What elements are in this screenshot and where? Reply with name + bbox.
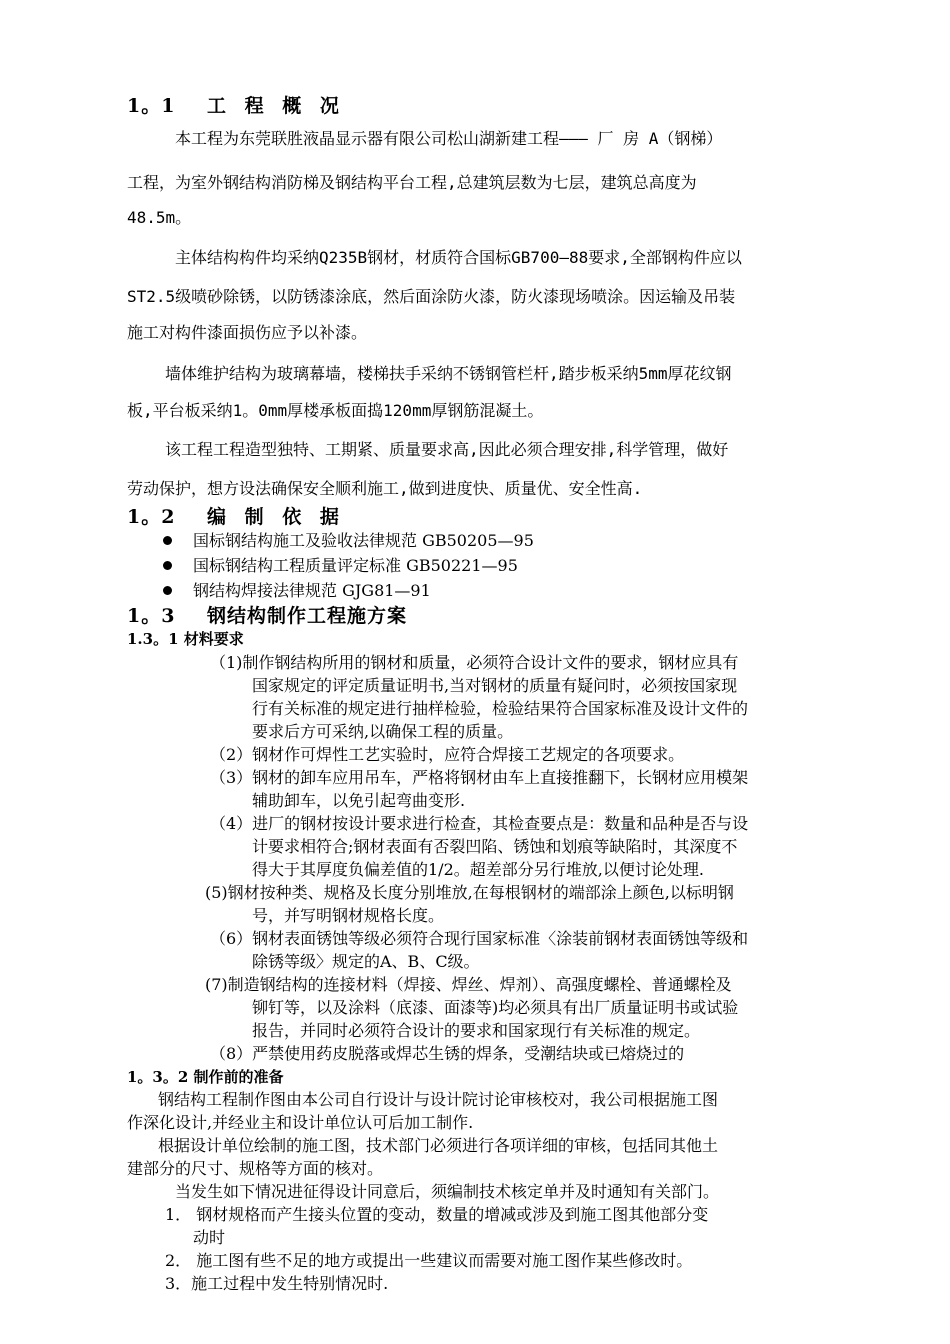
standard-list-item: 钢结构焊接法律规范 GJG81—91 [193, 581, 431, 600]
review-paragraph-line: 建部分的尺寸、规格等方面的核对。 [127, 1159, 384, 1178]
section-1-2-heading [127, 506, 345, 528]
overview-paragraph-line: 本工程为东莞联胜液晶显示器有限公司松山湖新建工程——— 厂 房 A（钢梯） [175, 129, 723, 148]
bullet-icon [163, 586, 172, 595]
material-item-5-line: 号，并写明钢材规格长度。 [252, 906, 445, 925]
preparation-paragraph-line: 作深化设计,并经业主和设计单位认可后加工制作. [127, 1113, 474, 1132]
condition-list-item-1: 动时 [193, 1228, 226, 1247]
material-item-4-line: 计要求相符合;钢材表面有否裂凹陷、锈蚀和划痕等缺陷时，其深度不 [252, 837, 738, 856]
wall-paragraph-line: 板,平台板采纳1。0mm厚楼承板面捣120mm厚钢筋混凝土。 [127, 401, 544, 420]
material-item-7-line: 铆钉等，以及涂料（底漆、面漆等)均必须具有出厂质量证明书或试验 [252, 998, 739, 1017]
section-1-1-heading [127, 95, 345, 117]
material-item-8-line: （8）严禁使用药皮脱落或焊芯生锈的焊条，受潮结块或已熔烧过的 [210, 1044, 685, 1063]
material-item-2-line: （2）钢材作可焊性工艺实验时，应符合焊接工艺规定的各项要求。 [210, 745, 685, 764]
section-title: 工 程 概 况 [207, 95, 345, 117]
section-number: 1。1 [127, 95, 176, 117]
material-item-6-line: （6）钢材表面锈蚀等级必须符合现行国家标准〈涂装前钢材表面锈蚀等级和 [210, 929, 749, 948]
condition-list-item-3: 3．施工过程中发生特别情况时. [165, 1274, 389, 1293]
preparation-paragraph-line: 钢结构工程制作图由本公司自行设计与设计院讨论审核校对，我公司根据施工图 [158, 1090, 719, 1109]
material-item-1-line: （1)制作钢结构所用的钢材和质量，必须符合设计文件的要求，钢材应具有 [210, 653, 739, 672]
standard-list-item: 国标钢结构工程质量评定标准 GB50221—95 [193, 556, 518, 575]
material-item-1-line: 国家规定的评定质量证明书,当对钢材的质量有疑问时，必须按国家现 [252, 676, 738, 695]
material-item-1-line: 要求后方可采纳,以确保工程的质量。 [252, 722, 514, 741]
material-item-4-line: （4）进厂的钢材按设计要求进行检查，其检查要点是：数量和品种是否与设 [210, 814, 749, 833]
bullet-icon [163, 536, 172, 545]
material-item-5-line: (5)钢材按种类、规格及长度分别堆放,在每根钢材的端部涂上颜色,以标明钢 [205, 883, 734, 902]
material-item-3-line: 辅助卸车，以免引起弯曲变形. [252, 791, 466, 810]
condition-list-item-2: 2． 施工图有些不足的地方或提出一些建议而需要对施工图作某些修改时。 [165, 1251, 693, 1270]
bullet-icon [163, 561, 172, 570]
wall-paragraph-line: 墙体维护结构为玻璃幕墙，楼梯扶手采纳不锈钢管栏杆,踏步板采纳5mm厚花纹钢 [165, 364, 732, 383]
subsection-1-3-2-heading: 1。3。2 制作前的准备 [127, 1068, 284, 1086]
condition-intro-line: 当发生如下情况进征得设计同意后，须编制技术核定单并及时通知有关部门。 [175, 1182, 720, 1201]
subsection-1-3-1-heading: 1.3。1 材料要求 [127, 630, 244, 648]
section-title: 钢结构制作工程施方案 [207, 605, 408, 627]
material-item-3-line: （3）钢材的卸车应用吊车，严格将钢材由车上直接推翻下，长钢材应用模架 [210, 768, 749, 787]
structure-paragraph-line: 主体结构构件均采纳Q235B钢材，材质符合国标GB700—88要求,全部钢构件应以 [175, 248, 742, 267]
condition-list-item-1: 1． 钢材规格而产生接头位置的变动，数量的增减或涉及到施工图其他部分变 [165, 1205, 709, 1224]
overview-paragraph-line: 48.5m。 [127, 208, 192, 227]
structure-paragraph-line: 施工对构件漆面损伤应予以补漆。 [127, 323, 368, 342]
standard-list-item: 国标钢结构施工及验收法律规范 GB50205—95 [193, 531, 534, 550]
management-paragraph-line: 该工程工程造型独特、工期紧、质量要求高,因此必须合理安排,科学管理，做好 [165, 440, 729, 459]
material-item-6-line: 除锈等级〉规定的A、B、C级。 [252, 952, 480, 971]
review-paragraph-line: 根据设计单位绘制的施工图，技术部门必须进行各项详细的审核，包括同其他土 [158, 1136, 719, 1155]
management-paragraph-line: 劳动保护，想方设法确保安全顺利施工,做到进度快、质量优、安全性高. [127, 479, 643, 498]
material-item-4-line: 得大于其厚度负偏差值的1/2。超差部分另行堆放,以便讨论处理. [252, 860, 704, 879]
material-item-7-line: 报告，并同时必须符合设计的要求和国家现行有关标准的规定。 [252, 1021, 701, 1040]
section-number: 1。2 [127, 506, 176, 528]
overview-paragraph-line: 工程，为室外钢结构消防梯及钢结构平台工程,总建筑层数为七层，建筑总高度为 [127, 173, 697, 192]
material-item-1-line: 行有关标准的规定进行抽样检验，检验结果符合国家标准及设计文件的 [252, 699, 749, 718]
section-1-3-heading [127, 605, 407, 627]
section-title: 编 制 依 据 [207, 506, 345, 528]
material-item-7-line: (7)制造钢结构的连接材料（焊接、焊丝、焊剂）、高强度螺栓、普通螺栓及 [205, 975, 732, 994]
section-number: 1。3 [127, 605, 176, 627]
structure-paragraph-line: ST2.5级喷砂除锈，以防锈漆涂底，然后面涂防火漆，防火漆现场喷涂。因运输及吊装 [127, 287, 736, 306]
